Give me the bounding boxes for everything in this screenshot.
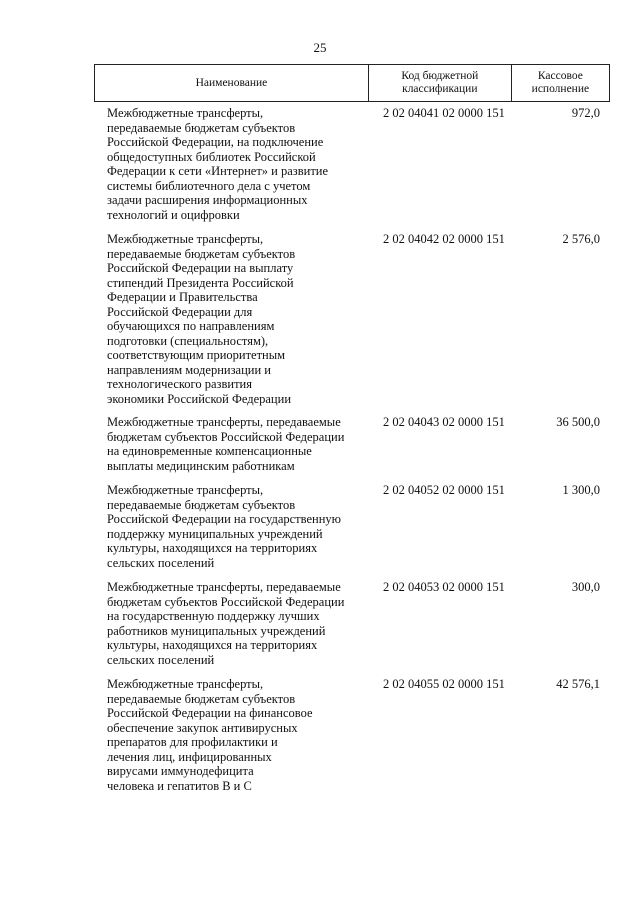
row-name: Межбюджетные трансферты, передаваемые бюджетам субъектов Российской Федерации на финансовое обеспечение закупок антивирусных препаратов для профилактики и лечения лиц, инфицированных вирусами иммунодефицита человека и гепатитов В и С: [107, 677, 313, 793]
table-row: [94, 483, 610, 570]
row-sum: 300,0: [571, 580, 600, 594]
row-code: 2 02 04041 02 0000 151: [383, 106, 505, 120]
row-name: Межбюджетные трансферты, передаваемые бюджетам субъектов Российской Федерации на государственную поддержку муниципальных учреждений культуры, находящихся на территориях сельских поселений: [107, 483, 341, 570]
row-sum: 972,0: [571, 106, 600, 120]
row-name: Межбюджетные трансферты, передаваемые бюджетам субъектов Российской Федерации на выплату стипендий Президента Российской Федерации и Правительства Российской Федерации для обучающихся по направлениям подготовки (специальностям), соответствующим приоритетным направлениям модернизации и технологического развития экономики Российской Федерации: [107, 232, 296, 406]
header-name: Наименование: [195, 76, 268, 89]
row-name: Межбюджетные трансферты, передаваемые бюджетам субъектов Российской Федерации на единовременные компенсационные выплаты медицинским работникам: [107, 415, 345, 473]
table-row: [94, 415, 610, 473]
table-row: [94, 580, 610, 667]
row-sum: 36 500,0: [556, 415, 600, 429]
row-sum: 42 576,1: [556, 677, 600, 691]
row-name: Межбюджетные трансферты, передаваемые бюджетам субъектов Российской Федерации на государственную поддержку лучших работников муниципальных учреждений культуры, находящихся на территориях сельских поселений: [107, 580, 345, 667]
table-row: [94, 106, 610, 222]
budget-table: [94, 64, 610, 793]
row-sum: 2 576,0: [562, 232, 600, 246]
table-row: [94, 677, 610, 793]
row-code: 2 02 04043 02 0000 151: [383, 415, 505, 429]
row-sum: 1 300,0: [562, 483, 600, 497]
page-number: 25: [313, 40, 327, 55]
table-header: [94, 64, 610, 102]
table-row: [94, 232, 610, 406]
row-code: 2 02 04052 02 0000 151: [383, 483, 505, 497]
row-name: Межбюджетные трансферты, передаваемые бюджетам субъектов Российской Федерации, на подключение общедоступных библиотек Российской Федерации к сети «Интернет» и развитие системы библиотечного дела с учетом задачи расширения информационных технологий и оцифровки: [107, 106, 329, 222]
row-code: 2 02 04042 02 0000 151: [383, 232, 505, 246]
row-code: 2 02 04055 02 0000 151: [383, 677, 505, 691]
table-body: [94, 102, 610, 793]
header-code: Код бюджетной классификации: [368, 65, 511, 101]
header-sum: Кассовое исполнение: [511, 65, 609, 101]
row-code: 2 02 04053 02 0000 151: [383, 580, 505, 594]
